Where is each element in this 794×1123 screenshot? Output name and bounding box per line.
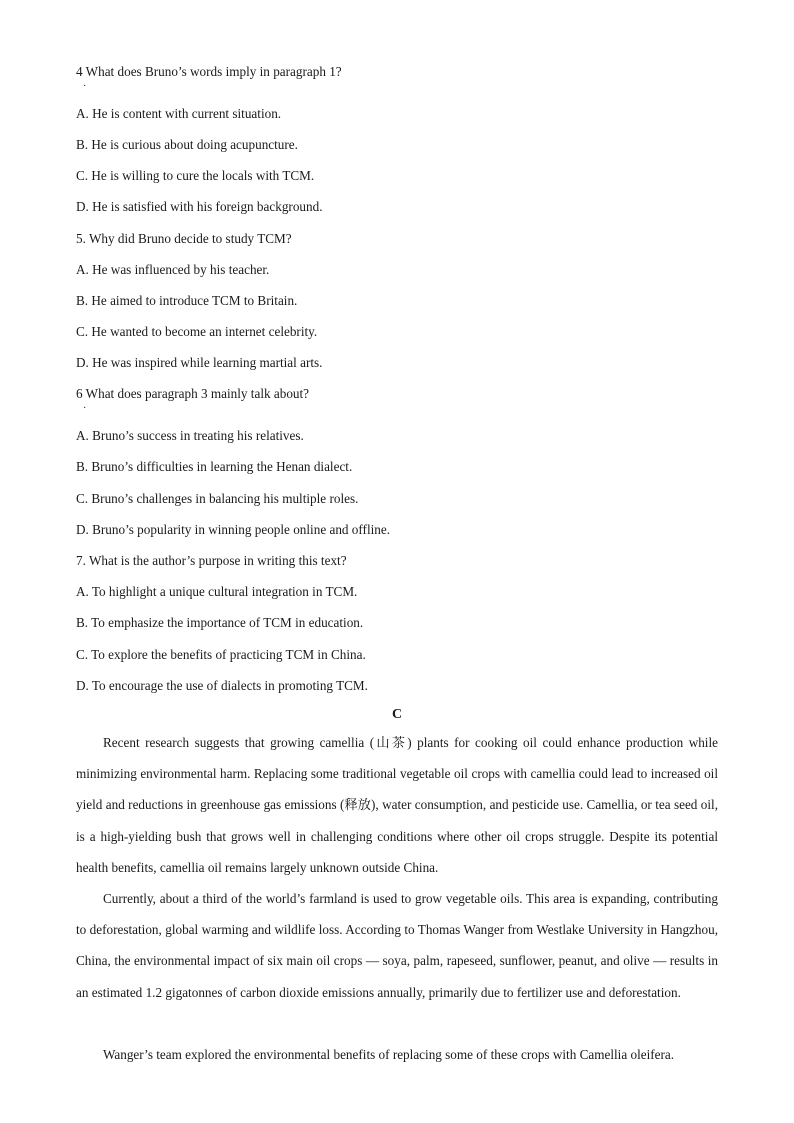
passage-paragraph-3: Wanger’s team explored the environmental benefits of replacing some of these crops with Camellia oleifera. (103, 1047, 675, 1062)
question-5-option-c: C. He wanted to become an internet celebrity. (76, 324, 318, 339)
question-7-stem: 7. What is the author’s purpose in writing this text? (76, 553, 347, 568)
section-title: C (391, 707, 403, 722)
question-4-mark: · (83, 81, 87, 92)
question-7-option-a: A. To highlight a unique cultural integration in TCM. (76, 584, 358, 599)
question-4-stem: 4 What does Bruno’s words imply in paragraph 1? (76, 64, 342, 79)
question-7-option-c: C. To explore the benefits of practicing TCM in China. (76, 647, 366, 662)
question-4-option-d: D. He is satisfied with his foreign background. (76, 199, 323, 214)
question-4-option-c: C. He is willing to cure the locals with TCM. (76, 168, 315, 183)
question-7-option-d: D. To encourage the use of dialects in promoting TCM. (76, 678, 368, 693)
question-5-stem: 5. Why did Bruno decide to study TCM? (76, 231, 292, 246)
question-4-option-a: A. He is content with current situation. (76, 106, 282, 121)
question-6-option-a: A. Bruno’s success in treating his relatives. (76, 428, 304, 443)
question-5-option-b: B. He aimed to introduce TCM to Britain. (76, 293, 298, 308)
question-6-option-b: B. Bruno’s difficulties in learning the Henan dialect. (76, 459, 353, 474)
passage-paragraph-2: Currently, about a third of the world’s farmland is used to grow vegetable oils. This area is expanding, contributing to deforestation, global warming and wildlife loss. According to Thomas Wanger from Westlake University in Hangzhou, China, the environmental impact of six main oil crops — soya, palm, rapeseed, sunflower, peanut, and olive — results in an estimated 1.2 gigatonnes of carbon dioxide emissions annually, primarily due to fertilizer use and deforestation. (76, 891, 718, 1000)
question-6-mark: · (83, 403, 87, 414)
question-7-option-b: B. To emphasize the importance of TCM in education. (76, 615, 364, 630)
passage-paragraph-1: Recent research suggests that growing camellia (山茶) plants for cooking oil could enhance production while minimizing environmental harm. Replacing some traditional vegetable oil crops with camellia could lead to increased oil yield and reductions in greenhouse gas emissions (释放), water consumption, and pesticide use. Camellia, or tea seed oil, is a high-yielding bush that grows well in challenging conditions where other oil crops struggle. Despite its potential health benefits, camellia oil remains largely unknown outside China. (76, 735, 718, 875)
question-6-option-d: D. Bruno’s popularity in winning people online and offline. (76, 522, 391, 537)
question-4-option-b: B. He is curious about doing acupuncture. (76, 137, 298, 152)
question-5-option-a: A. He was influenced by his teacher. (76, 262, 270, 277)
question-6-stem: 6 What does paragraph 3 mainly talk about? (76, 386, 310, 401)
question-5-option-d: D. He was inspired while learning martial arts. (76, 355, 323, 370)
question-6-option-c: C. Bruno’s challenges in balancing his multiple roles. (76, 491, 359, 506)
